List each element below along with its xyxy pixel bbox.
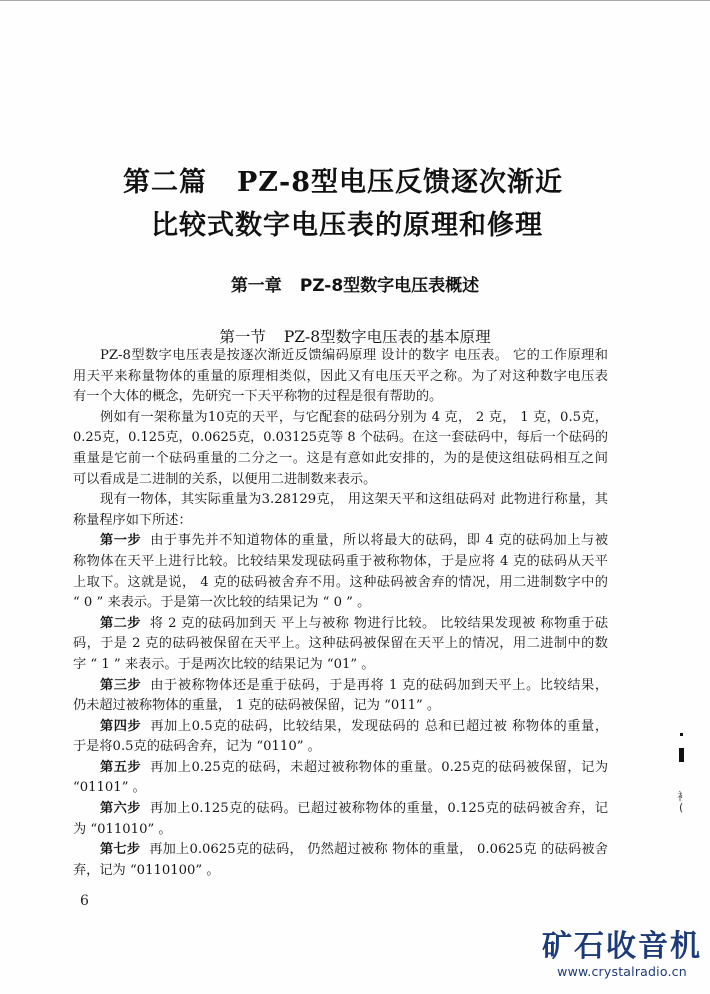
text-line xyxy=(73,511,608,532)
section-label: 第一节 xyxy=(219,328,266,346)
watermark-name: 矿石收音机 xyxy=(542,929,702,964)
chapter-label: 第一章 xyxy=(230,276,282,296)
line-text: “ 0 ” 来表示。于是第一次比较的结果记为 “ 0 ” 。 xyxy=(73,595,371,611)
line-text: 弃，记为 “0110100” 。 xyxy=(73,862,220,878)
line-text: 可以看成是二进制的关系，以便用二进制数来表示。 xyxy=(73,471,377,487)
step-paragraph xyxy=(73,758,608,799)
text-line xyxy=(73,634,608,655)
section-title-text: PZ-8型数字电压表的基本原理 xyxy=(283,328,491,346)
text-line xyxy=(73,408,608,429)
line-text: 例如有一架称量为10克的天平，与它配套的砝码分别为 4 克， 2 克， 1 克，0.5克， xyxy=(100,409,608,425)
text-line xyxy=(73,387,608,408)
paragraph xyxy=(73,490,608,531)
text-line xyxy=(73,573,608,594)
top-border-rule xyxy=(0,0,710,1)
text-line xyxy=(73,758,608,779)
text-line xyxy=(73,778,608,799)
body-text xyxy=(73,346,608,881)
text-line xyxy=(73,531,608,552)
text-line xyxy=(73,614,608,635)
paragraph xyxy=(73,346,608,408)
text-line xyxy=(73,840,608,861)
text-line xyxy=(73,449,608,470)
margin-bar-mark xyxy=(679,748,684,762)
line-text: 再加上0.25克的砝码，未超过被称物体的重量。0.25克的砝码被保留，记为 xyxy=(150,759,608,775)
line-text: 称量程序如下所述： xyxy=(73,512,192,528)
chapter-title-text: PZ-8型数字电压表概述 xyxy=(299,276,480,296)
step-paragraph xyxy=(73,799,608,840)
line-text: 由于被称物体还是重于砝码，于是再将 1 克的砝码加到天平上。比较结果， xyxy=(150,677,609,693)
step-paragraph xyxy=(73,840,608,881)
text-line xyxy=(73,820,608,841)
text-line xyxy=(73,367,608,388)
watermark-logo xyxy=(534,930,710,980)
section-title xyxy=(0,325,710,347)
text-line xyxy=(73,428,608,449)
line-text: 字 “ 1 ” 来表示。于是两次比较的结果记为 “01” 。 xyxy=(73,656,375,672)
step-label: 第四步 xyxy=(100,718,142,734)
line-text: 用天平来称量物体的重量的原理相类似，因此又有电压天平之称。为了对这种数字电压表 xyxy=(73,368,608,384)
page-number: 6 xyxy=(80,893,89,909)
line-text: “01101” 。 xyxy=(73,780,146,796)
step-label: 第七步 xyxy=(100,842,141,858)
step-paragraph xyxy=(73,531,608,613)
step-label: 第三步 xyxy=(100,677,142,693)
line-text: 由于事先并不知道物体的重量，所以将最大的砝码，即 4 克的砝码加上与被 xyxy=(150,533,609,549)
chapter-title xyxy=(0,271,710,296)
line-text: 重量是它前一个砝码重量的二分之一。这是有意如此安排的，为的是使这组砝码相互之间 xyxy=(73,450,608,466)
margin-glyph-1: 衤 xyxy=(677,790,688,803)
text-line xyxy=(73,717,608,738)
text-line xyxy=(73,655,608,676)
step-label: 第五步 xyxy=(100,759,142,775)
line-text: 0.25克，0.125克，0.0625克，0.03125克等 8 个砝码。在这一套砝码中，每后一个砝码的 xyxy=(73,430,608,446)
text-line xyxy=(73,676,608,697)
step-label: 第二步 xyxy=(100,615,141,631)
line-text: 再加上0.5克的砝码，比较结果，发现砝码的 总和已超过被 称物体的重量， xyxy=(150,718,609,734)
text-line xyxy=(73,799,608,820)
step-label: 第六步 xyxy=(100,801,141,817)
part-title-line-1 xyxy=(0,160,698,199)
text-line xyxy=(73,737,608,758)
watermark-url: www.crystalradio.cn xyxy=(557,964,687,979)
line-text: 将 2 克的砝码加到天 平上与被称 物进行比较。 比较结果发现被 称物重于砝 xyxy=(149,615,609,631)
line-text: 再加上0.0625克的砝码， 仍然超过被称 物体的重量， 0.0625克 的砝码被舍 xyxy=(149,842,608,858)
step-paragraph xyxy=(73,717,608,758)
step-paragraph xyxy=(73,614,608,676)
line-text: PZ-8型数字电压表是按逐次渐近反馈编码原理 设计的数字 电压表。 它的工作原理和 xyxy=(100,348,608,363)
text-line xyxy=(73,696,608,717)
paragraph xyxy=(73,408,608,490)
line-text: 现有一物体，其实际重量为3.28129克， 用这架天平和这组砝码对 此物进行称量，其 xyxy=(100,492,608,508)
text-line xyxy=(73,593,608,614)
margin-glyph-2: ( xyxy=(679,801,684,814)
text-line xyxy=(73,552,608,573)
margin-dot-mark xyxy=(680,733,683,736)
text-line xyxy=(73,490,608,511)
line-text: 有一个大体的概念，先研究一下天平称物的过程是很有帮助的。 xyxy=(73,389,443,405)
line-text: 为 “011010” 。 xyxy=(73,821,172,837)
text-line xyxy=(73,861,608,882)
line-text: 称物体在天平上进行比较。比较结果发现砝码重于被称物体，于是应将 4 克的砝码从天平 xyxy=(73,553,608,569)
part-title-text-1: PZ-8型电压反馈逐次渐近 xyxy=(236,167,563,198)
part-title-line-2: 比较式数字电压表的原理和修理 xyxy=(151,210,543,241)
step-label: 第一步 xyxy=(100,533,142,549)
text-line xyxy=(73,346,608,367)
line-text: 再加上0.125克的砝码。已超过被称物体的重量，0.125克的砝码被舍弃，记 xyxy=(149,801,609,817)
text-line xyxy=(73,470,608,491)
part-label: 第二篇 xyxy=(122,167,207,198)
line-text: 上取下。这就是说， 4 克的砝码被舍弃不用。这种砝码被舍弃的情况，用二进制数字中的 xyxy=(73,574,608,590)
line-text: 仍未超过被称物体的重量， 1 克的砝码被保留，记为 “011” 。 xyxy=(73,698,441,714)
line-text: 码，于是 2 克的砝码被保留在天平上。这种砝码被保留在天平上的情况，用二进制中的数 xyxy=(73,636,608,652)
step-paragraph xyxy=(73,676,608,717)
line-text: 于是将0.5克的砝码舍弃，记为 “0110” 。 xyxy=(73,739,321,755)
